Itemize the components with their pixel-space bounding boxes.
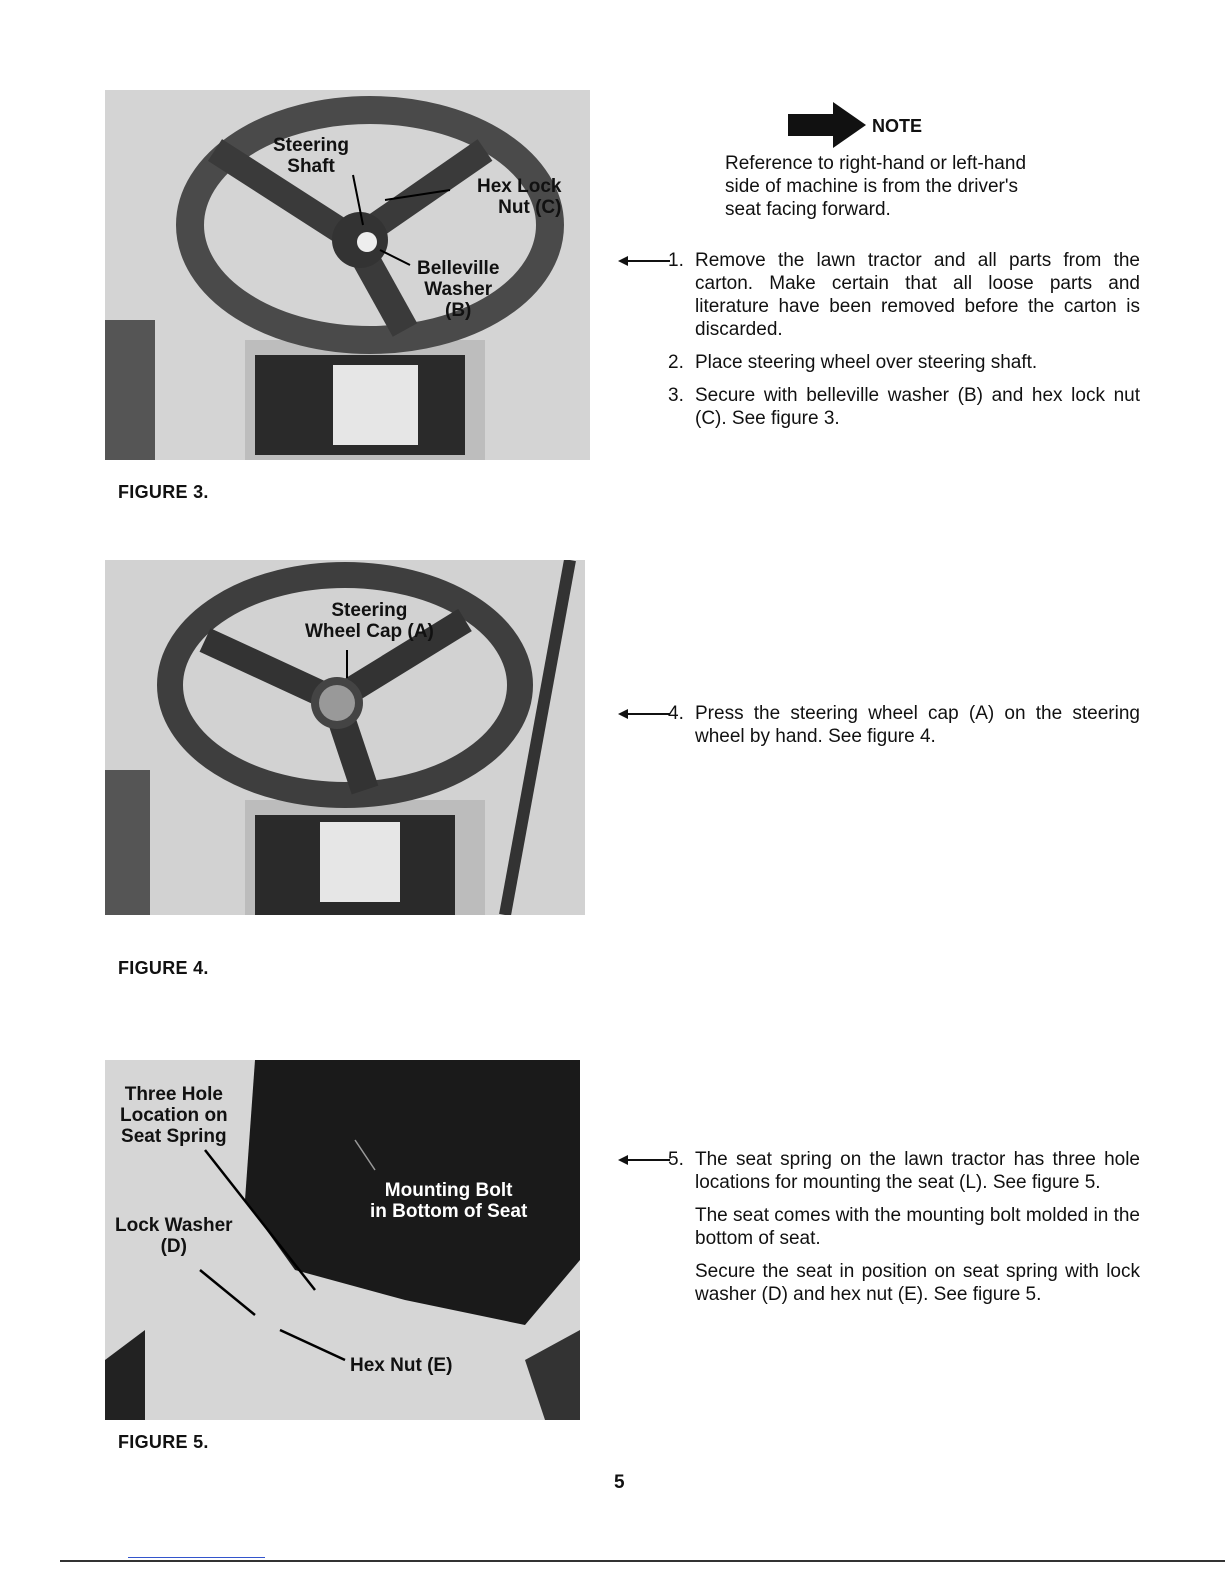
note-line: side of machine is from the driver's bbox=[725, 176, 1018, 197]
step-number: 2. bbox=[668, 352, 684, 373]
note-line: seat facing forward. bbox=[725, 199, 891, 220]
step-text: The seat comes with the mounting bolt molded in the bottom of seat. bbox=[695, 1205, 1140, 1249]
figure-5-photo bbox=[105, 1060, 580, 1420]
step-text: Secure the seat in position on seat spring with lock washer (D) and hex nut (E). See figure 5. bbox=[695, 1261, 1140, 1305]
note-text bbox=[725, 152, 1026, 221]
step-1 bbox=[668, 249, 1140, 351]
figure-3-photo bbox=[105, 90, 590, 460]
figure-5-label-mounting-bolt: Mounting Bolt in Bottom of Seat bbox=[370, 1180, 528, 1222]
figure-4-caption: FIGURE 4. bbox=[118, 958, 209, 978]
figure-5-label-three-hole-location: Three Hole Location on Seat Spring bbox=[120, 1084, 228, 1147]
figure-5-label-hex-nut: Hex Nut (E) bbox=[350, 1355, 453, 1376]
figure-4-label-steering-wheel-cap: Steering Wheel Cap (A) bbox=[305, 600, 434, 642]
figure-3-label-belleville-washer: Belleville Washer (B) bbox=[417, 258, 500, 321]
note-arrow-icon bbox=[788, 100, 868, 150]
step-text: Secure with belleville washer (B) and hex lock nut (C). See figure 3. bbox=[695, 385, 1140, 429]
bottom-rule bbox=[60, 1560, 1225, 1562]
figure-4-photo bbox=[105, 560, 585, 915]
step-number: 1. bbox=[668, 250, 684, 271]
figure-5-label-lock-washer: Lock Washer (D) bbox=[115, 1215, 233, 1257]
step-2 bbox=[668, 351, 1140, 384]
figure-3-label-hex-lock-nut: Hex Lock Nut (C) bbox=[477, 176, 562, 218]
step-text: Place steering wheel over steering shaft. bbox=[695, 352, 1038, 373]
step-1-pointer-arrow-icon bbox=[620, 260, 670, 262]
bottom-rule-accent bbox=[128, 1557, 265, 1558]
step-text: Press the steering wheel cap (A) on the steering wheel by hand. See figure 4. bbox=[695, 703, 1140, 747]
figure-3-caption: FIGURE 3. bbox=[118, 482, 209, 502]
step-4-pointer-arrow-icon bbox=[620, 713, 670, 715]
step-5-pointer-arrow-icon bbox=[620, 1159, 670, 1161]
step-4 bbox=[668, 702, 1140, 758]
step-text: Remove the lawn tractor and all parts from the carton. Make certain that all loose parts and literature have been removed before the carton is discarded. bbox=[695, 250, 1140, 340]
step-number: 4. bbox=[668, 703, 684, 724]
step-5 bbox=[668, 1148, 1140, 1316]
page-number: 5 bbox=[614, 1472, 625, 1493]
step-3 bbox=[668, 384, 1140, 440]
step-text: The seat spring on the lawn tractor has three hole locations for mounting the seat (L). See figure 5. bbox=[695, 1149, 1140, 1193]
note-heading: NOTE bbox=[872, 116, 923, 136]
figure-3-label-steering-shaft: Steering Shaft bbox=[273, 135, 350, 177]
step-number: 5. bbox=[668, 1149, 684, 1170]
step-number: 3. bbox=[668, 385, 684, 406]
figure-5-caption: FIGURE 5. bbox=[118, 1432, 209, 1452]
note-line: Reference to right-hand or left-hand bbox=[725, 153, 1027, 174]
